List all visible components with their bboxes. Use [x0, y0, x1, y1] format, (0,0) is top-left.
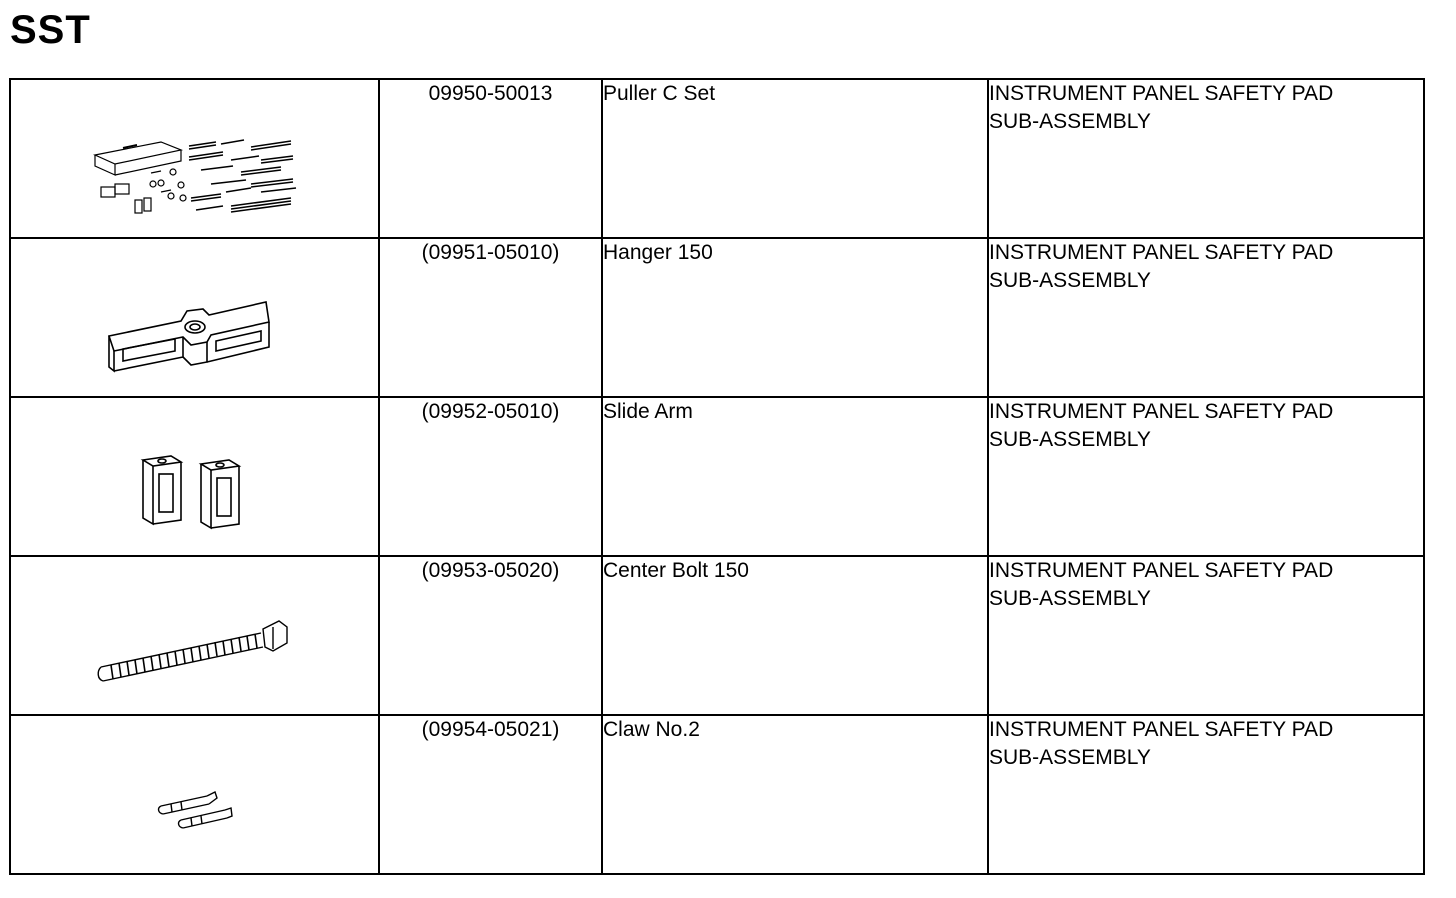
hanger-150-illustration — [11, 239, 378, 396]
sst-table — [9, 78, 1425, 875]
description-line: SUB-ASSEMBLY — [989, 428, 1151, 451]
center-bolt-150-illustration — [11, 557, 378, 714]
tool-name: Hanger 150 — [602, 238, 988, 397]
claw-no2-illustration — [11, 716, 378, 873]
description-line: SUB-ASSEMBLY — [989, 269, 1151, 292]
tool-description — [988, 238, 1424, 397]
tool-name: Slide Arm — [602, 397, 988, 556]
tool-name: Puller C Set — [602, 79, 988, 238]
tool-description — [988, 715, 1424, 874]
tool-name: Claw No.2 — [602, 715, 988, 874]
description-line: INSTRUMENT PANEL SAFETY PAD — [989, 718, 1334, 741]
table-row — [10, 715, 1424, 874]
tool-description — [988, 79, 1424, 238]
page-title: SST — [10, 8, 91, 52]
slide-arm-illustration — [11, 398, 378, 555]
tool-illustration-cell — [10, 556, 379, 715]
description-line: INSTRUMENT PANEL SAFETY PAD — [989, 82, 1334, 105]
tool-illustration-cell — [10, 79, 379, 238]
description-line: SUB-ASSEMBLY — [989, 746, 1151, 769]
description-line: SUB-ASSEMBLY — [989, 587, 1151, 610]
tool-illustration-cell — [10, 715, 379, 874]
description-line: SUB-ASSEMBLY — [989, 110, 1151, 133]
part-number: (09951-05010) — [379, 238, 602, 397]
table-row — [10, 397, 1424, 556]
table-row — [10, 79, 1424, 238]
part-number: 09950-50013 — [379, 79, 602, 238]
table-row — [10, 556, 1424, 715]
part-number: (09954-05021) — [379, 715, 602, 874]
part-number: (09953-05020) — [379, 556, 602, 715]
tool-description — [988, 397, 1424, 556]
part-number: (09952-05010) — [379, 397, 602, 556]
puller-c-set-illustration — [11, 80, 378, 237]
tool-description — [988, 556, 1424, 715]
tool-illustration-cell — [10, 238, 379, 397]
tool-name: Center Bolt 150 — [602, 556, 988, 715]
description-line: INSTRUMENT PANEL SAFETY PAD — [989, 241, 1334, 264]
tool-illustration-cell — [10, 397, 379, 556]
description-line: INSTRUMENT PANEL SAFETY PAD — [989, 559, 1334, 582]
description-line: INSTRUMENT PANEL SAFETY PAD — [989, 400, 1334, 423]
table-row — [10, 238, 1424, 397]
